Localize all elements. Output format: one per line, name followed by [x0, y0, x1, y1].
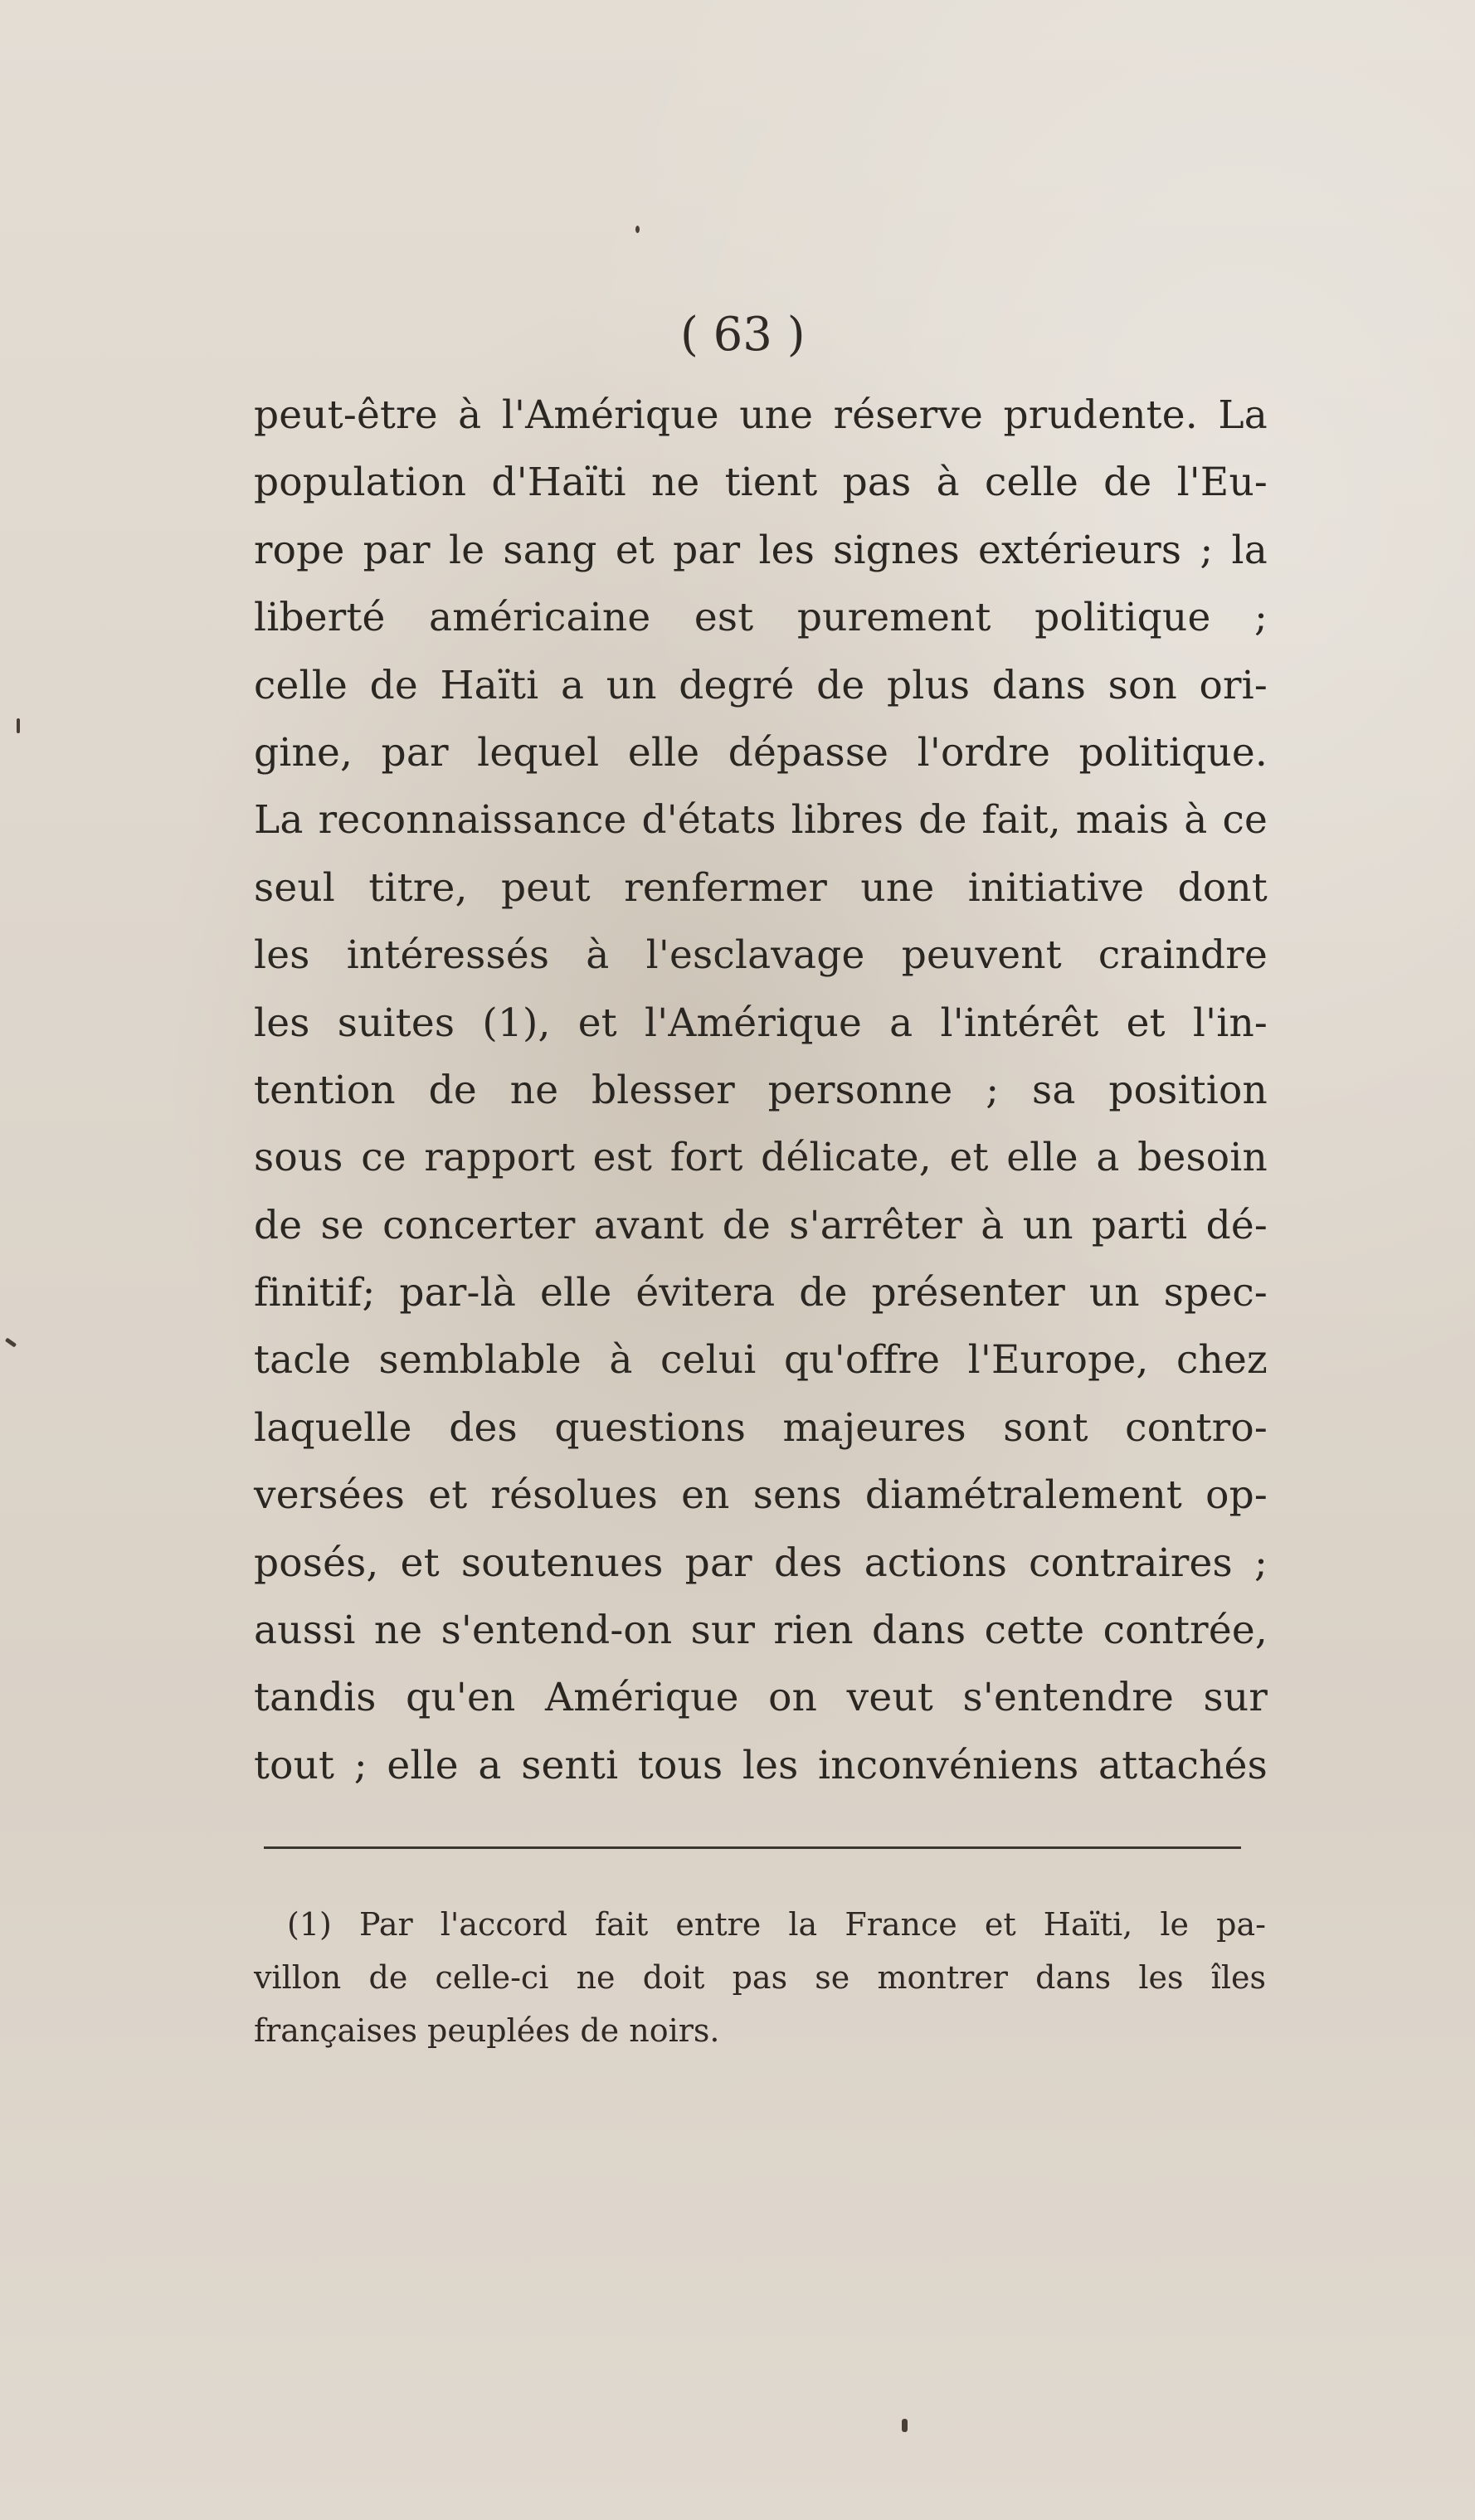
footnote-line: (1) Par l'accord fait entre la France et Haïti, le pa- [287, 1906, 1266, 1943]
footnote-line: françaises peuplées de noirs. [254, 2012, 720, 2049]
text-line: aussi ne s'entend-on sur rien dans cette contrée, [254, 1608, 1268, 1654]
paper-speck [635, 226, 640, 233]
text-line: celle de Haïti a un degré de plus dans son ori- [254, 662, 1268, 708]
text-line: gine, par lequel elle dépasse l'ordre politique. [254, 729, 1268, 776]
text-line: les intéressés à l'esclavage peuvent craindre [254, 932, 1268, 979]
body-text [254, 382, 1268, 1799]
text-line: tention de ne blesser personne ; sa position [254, 1067, 1268, 1113]
text-line: tacle semblable à celui qu'offre l'Europe, chez [254, 1337, 1268, 1384]
text-line: seul titre, peut renfermer une initiative dont [254, 864, 1268, 911]
text-line: posés, et soutenues par des actions contraires ; [254, 1540, 1268, 1586]
text-line: les suites (1), et l'Amérique a l'intérêt et l'in- [254, 1000, 1268, 1046]
page-number: ( 63 ) [680, 308, 806, 362]
paper-speck [5, 1337, 17, 1347]
text-line: La reconnaissance d'états libres de fait, mais à ce [254, 797, 1268, 844]
text-line: laquelle des questions majeures sont contro- [254, 1404, 1268, 1451]
paper-speck [17, 718, 20, 733]
text-line: liberté américaine est purement politique ; [254, 595, 1268, 641]
footnote [254, 1898, 1266, 2057]
text-line: de se concerter avant de s'arrêter à un parti dé- [254, 1202, 1268, 1248]
text-line: sous ce rapport est fort délicate, et elle a besoin [254, 1135, 1268, 1181]
text-line: peut-être à l'Amérique une réserve prudente. La [254, 392, 1268, 438]
footnote-line: villon de celle-ci ne doit pas se montrer dans les îles [254, 1959, 1266, 1996]
footnote-divider [264, 1846, 1241, 1849]
text-line: tout ; elle a senti tous les inconvéniens attachés [254, 1742, 1268, 1788]
paper-speck [902, 2419, 908, 2432]
text-line: tandis qu'en Amérique on veut s'entendre sur [254, 1675, 1268, 1721]
text-line: versées et résolues en sens diamétralement op- [254, 1472, 1268, 1519]
text-line: rope par le sang et par les signes extérieurs ; la [254, 527, 1268, 573]
text-line: finitif; par-là elle évitera de présenter un spec- [254, 1270, 1268, 1316]
text-line: population d'Haïti ne tient pas à celle de l'Eu- [254, 460, 1268, 506]
